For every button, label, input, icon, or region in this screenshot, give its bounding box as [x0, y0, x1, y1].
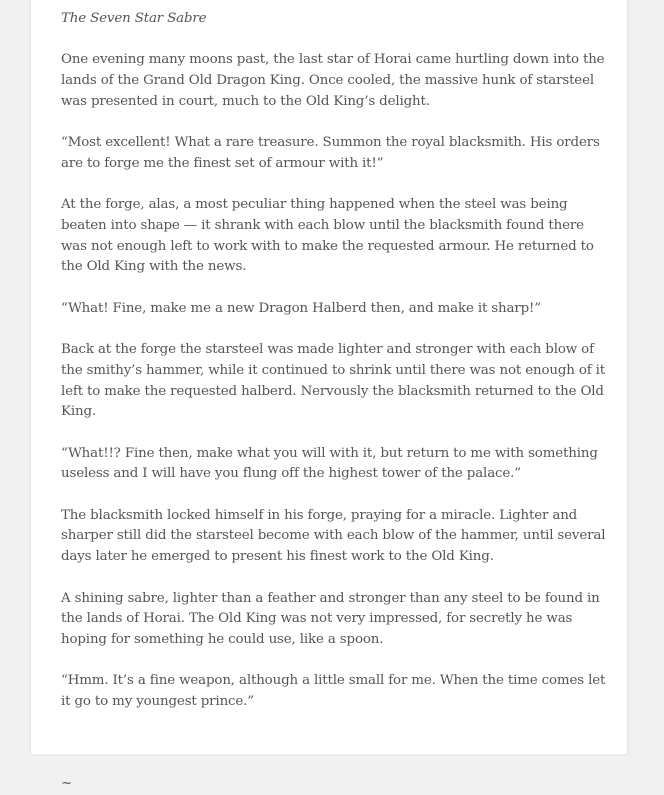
story-paragraph: The blacksmith locked himself in his forge, praying for a miracle. Lighter and sharper still did the starsteel become with each blow of the hammer, until several days later he emerged to present his finest work to the Old King. [61, 507, 606, 565]
page-sheet [30, 0, 628, 792]
story-paragraph: “Most excellent! What a rare treasure. Summon the royal blacksmith. His orders are to forge me the finest set of armour with it!” [61, 135, 600, 171]
story-body [61, 9, 606, 795]
story-paragraph: One evening many moons past, the last star of Horai came hurtling down into the lands of the Grand Old Dragon King. Once cooled, the massive hunk of starsteel was presented in court, much to the Old King’s delight. [61, 52, 605, 109]
story-paragraph: “What!!? Fine then, make what you will with it, but return to me with something useless and I will have you flung off the highest tower of the palace.” [61, 445, 598, 482]
story-title: The Seven Star Sabre [61, 11, 207, 26]
story-paragraph: “Hmm. It’s a fine weapon, although a little small for me. When the time comes let it go to my youngest prince.” [61, 673, 606, 710]
section-separator: ~ [61, 776, 73, 792]
story-paragraph: “What! Fine, make me a new Dragon Halberd then, and make it sharp!” [61, 300, 541, 316]
story-paragraph: Back at the forge the starsteel was made lighter and stronger with each blow of the smithy’s hammer, while it continued to shrink until there was not enough of it left to make the requested halberd. Nervously the blacksmith returned to the Old King. [61, 342, 606, 420]
story-paragraph: A shining sabre, lighter than a feather and stronger than any steel to be found in the lands of Horai. The Old King was not very impressed, for secretly he was hoping for something he could use, like a spoon. [61, 590, 600, 647]
story-paragraph: At the forge, alas, a most peculiar thing happened when the steel was being beaten into shape — it shrank with each blow until the blacksmith found there was not enough left to work with to make the requested armour. He returned to the Old King with the news. [61, 197, 594, 275]
